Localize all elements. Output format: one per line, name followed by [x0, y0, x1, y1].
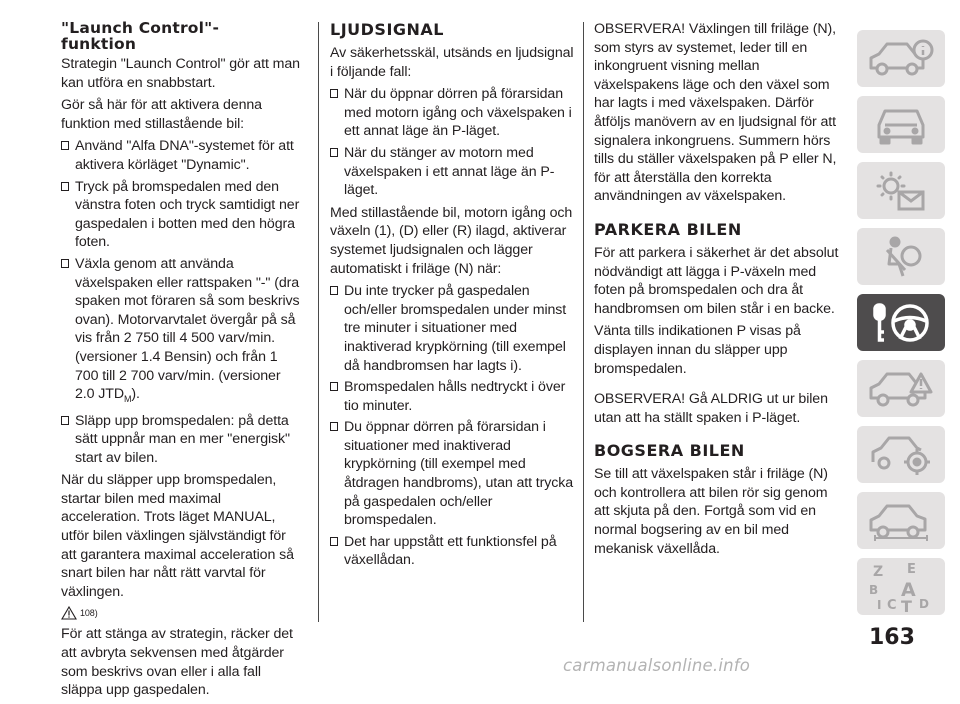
alphabetical-index-icon [863, 561, 939, 613]
spacer [594, 382, 844, 390]
maintenance-tools-icon [865, 432, 937, 478]
column-divider [318, 22, 319, 622]
warning-ref-number: 108) [80, 608, 98, 619]
tab-warning-lights[interactable] [857, 162, 945, 219]
tab-airbag-safety[interactable] [857, 228, 945, 285]
key-steering-wheel-icon [865, 300, 937, 346]
index-letter: B [869, 582, 879, 597]
subscript: M [123, 393, 132, 404]
column-ljudsignal [330, 20, 575, 574]
tab-car-info[interactable] [857, 30, 945, 87]
tab-key-steering-wheel[interactable] [857, 294, 945, 351]
index-letter: C [887, 597, 897, 613]
parkera-heading: PARKERA BILEN [594, 219, 742, 239]
bullet-list [330, 282, 575, 570]
paragraph: För att parkera i säkerhet är det absolut nödvändigt att lägga i P-växeln med foten på bromspedalen och dra åt handbromsen om bilen står i en backe. [594, 244, 839, 317]
list-item-end: ). [131, 386, 140, 403]
list-item: Tryck på bromspedalen med den vänstra foten och tryck samtidigt ner gaspedalen i botten med den högra foten. [61, 178, 303, 252]
list-item [61, 255, 303, 409]
column-parkera-bogsera [594, 20, 844, 562]
index-letter: E [907, 561, 916, 577]
page-number: 163 [869, 625, 915, 650]
paragraph: Se till att växelspaken står i friläge (N) och kontrollera att bilen rör sig genom att skjuta på den. Fortgå som vid en normal bogsering av en bil med mekanisk växellåda. [594, 466, 828, 557]
list-item: Släpp upp bromspedalen: på detta sätt uppnår man en mer "energisk" start av bilen. [61, 412, 303, 468]
tab-maintenance-tools[interactable] [857, 426, 945, 483]
warning-reference [61, 605, 303, 621]
paragraph: OBSERVERA! Gå ALDRIG ut ur bilen utan att ha ställt spaken i P-läget. [594, 391, 828, 426]
car-emergency-icon [865, 366, 937, 412]
warning-triangle-icon [61, 606, 77, 620]
index-letter: Z [873, 563, 884, 580]
list-item-text: Växla genom att använda växelspaken eller rattspaken "-" (dra spaken mot föraren så som beskrivs ovan). Motorvarvtalet övergår på så vis från 2 750 till 4 500 varv/min. (versioner 1.4 Bensin) och från 1 700 till 2 700 varv/min. (versioner 2.0 JTD [75, 255, 300, 403]
tab-car-front[interactable] [857, 96, 945, 153]
list-item: När du stänger av motorn med växelspaken i ett annat läge än P-läget. [330, 144, 575, 200]
watermark: carmanualsonline.info [563, 656, 751, 675]
index-letter: T [901, 596, 912, 613]
paragraph: Av säkerhetsskäl, utsänds en ljudsignal i följande fall: [330, 45, 574, 80]
tab-alphabetical-index[interactable] [857, 558, 945, 615]
ljudsignal-heading: LJUDSIGNAL [330, 20, 444, 39]
list-item: Du inte trycker på gaspedalen och/eller bromspedalen under minst tre minuter i situationer med inaktiverad krypkörning (till exempel då handbromsen har lagts i). [330, 282, 575, 375]
bogsera-heading: BOGSERA BILEN [594, 441, 745, 461]
paragraph: För att stänga av strategin, räcker det att avbryta sekvensen med åtgärder som beskrivs ovan eller i alla fall släppa upp gaspedalen. [61, 626, 293, 699]
airbag-safety-icon [865, 234, 937, 280]
spacer [594, 210, 844, 220]
bullet-list [61, 137, 303, 467]
list-item: Det har uppstått ett funktionsfel på växellådan. [330, 533, 575, 570]
index-letter: A [901, 578, 916, 601]
paragraph: När du släpper upp bromspedalen, startar bilen med maximal acceleration. Trots läget MANUAL, utför bilen växlingen självständigt för att garantera maximal acceleration så snart bilen har nått rätt varvtal för växlingen. [61, 472, 294, 600]
paragraph: Gör så här för att aktivera denna funktion med stillastående bil: [61, 97, 262, 132]
tab-car-emergency[interactable] [857, 360, 945, 417]
list-item: När du öppnar dörren på förarsidan med motorn igång och växelspaken i ett annat läge än P-läget. [330, 85, 575, 141]
list-item: Använd "Alfa DNA"-systemet för att aktivera körläget "Dynamic". [61, 137, 303, 174]
column-launch-control [61, 20, 303, 704]
car-front-icon [865, 103, 937, 147]
column-divider [583, 22, 584, 622]
spacer [594, 431, 844, 441]
paragraph: Strategin "Launch Control" gör att man kan utföra en snabbstart. [61, 56, 300, 91]
paragraph: OBSERVERA! Växlingen till friläge (N), som styrs av systemet, leder till en inkongruent visning mellan växelspakens läge och den växel som har lagts i med växelspaken. Därför åtföljs manövern av en ljudsignal för att signalera inkongruens. Summern hörs tills du ställer växelspaken på P eller N, för att återställa den korrekta användningen av växelspaken. [594, 21, 837, 205]
index-letter: I [877, 597, 882, 612]
technical-data-icon [865, 498, 937, 544]
warning-lights-icon [865, 168, 937, 214]
list-item: Bromspedalen hålls nedtryckt i över tio minuter. [330, 378, 575, 415]
bullet-list [330, 85, 575, 200]
car-info-icon [865, 38, 937, 80]
index-letter: D [919, 596, 929, 611]
launch-control-heading: "Launch Control"- funktion [61, 19, 220, 53]
paragraph: Med stillastående bil, motorn igång och växeln (1), (D) eller (R) ilagd, aktiverar systemet ljudsignalen och lägger automatiskt i friläge (N) när: [330, 204, 573, 277]
list-item: Du öppnar dörren på förarsidan i situationer med inaktiverad krypkörning (till exempel med åtdragen handbroms), utan att trycka på gaspedalen och/eller bromspedalen. [330, 418, 575, 530]
chapter-tab-strip [857, 30, 945, 624]
paragraph: Vänta tills indikationen P visas på displayen innan du släpper upp bromspedalen. [594, 323, 801, 377]
tab-technical-data[interactable] [857, 492, 945, 549]
